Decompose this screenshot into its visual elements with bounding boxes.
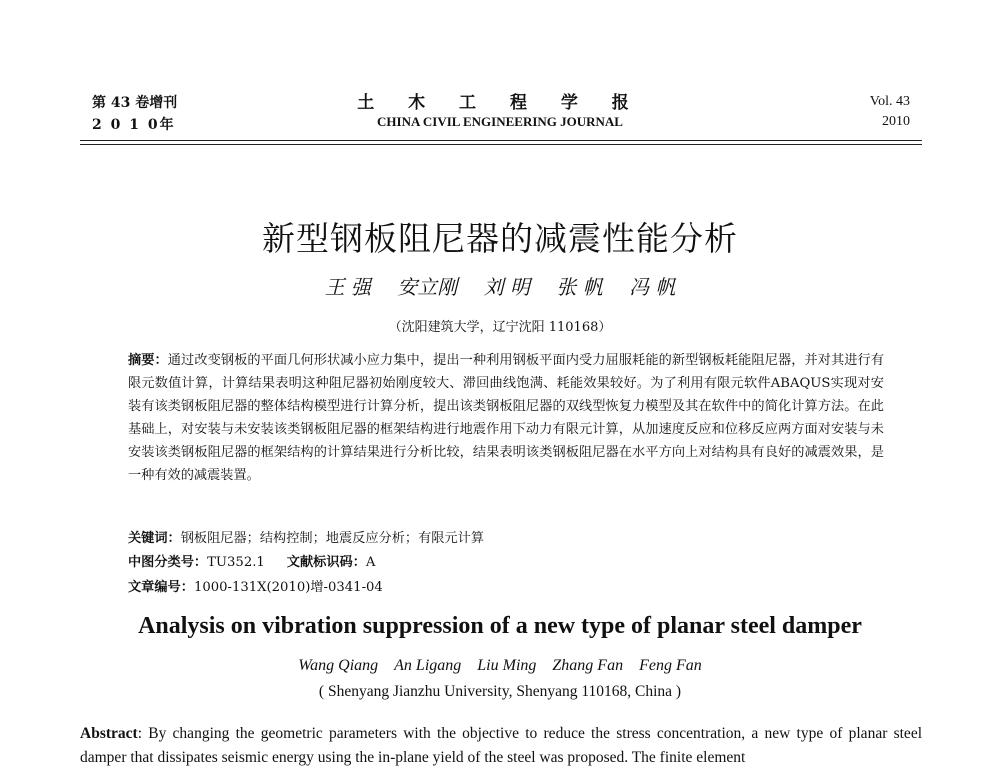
journal-title-en: CHINA CIVIL ENGINEERING JOURNAL	[377, 114, 623, 129]
author-cn: 冯 帆	[629, 275, 676, 299]
header-rule-thin	[80, 144, 922, 145]
paper-title-en: Analysis on vibration suppression of a new type of planar steel damper	[138, 613, 862, 639]
author-cn: 刘 明	[483, 275, 530, 299]
author-cn: 安立刚	[397, 275, 458, 299]
author-cn: 王 强	[324, 275, 371, 299]
author-en: Zhang Fan	[552, 657, 624, 674]
abstract-cn-text: 通过改变钢板的平面几何形状减小应力集中，提出一种利用钢板平面内受力屈服耗能的新型钢板耗能阻尼器，并对其进行有限元数值计算，计算结果表明这种阻尼器初始刚度较大、滞回曲线饱满、耗能效果较好。为了利用有限元软件ABAQUS实现对安装有该类钢板阻尼器的整体结构模型进行计算分析，提出该类钢板阻尼器的双线型恢复力模型及其在软件中的简化计算方法。在此基础上，对安装与未安装该类钢板阻尼器的框架结构进行地震作用下动力有限元计算，从加速度反应和位移反应两方面对安装与未安装该类钢板阻尼器的框架结构的计算结果进行分析比较，结果表明该类钢板阻尼器在水平方向上对结构具有良好的减震效果，是一种有效的减震装置。	[128, 353, 884, 483]
article-no-value: 1000-131X(2010)增-0341-04	[193, 580, 383, 595]
journal-title-cn: 土 木 工 程 学 报	[357, 93, 643, 113]
abstract-en	[80, 722, 922, 770]
keywords-label: 关键词：	[128, 531, 181, 546]
author-en: Wang Qiang	[298, 657, 379, 674]
abstract-cn-label: 摘要：	[128, 353, 168, 368]
doc-code-value: A	[365, 555, 376, 570]
keywords-cn	[128, 527, 884, 546]
classification-line	[128, 551, 884, 570]
year-label: 2 0 1 0年	[92, 117, 176, 133]
affiliation-en: ( Shenyang Jianzhu University, Shenyang 110168, China )	[318, 683, 682, 700]
author-en: Liu Ming	[477, 657, 537, 674]
affiliation-cn: （沈阳建筑大学，辽宁沈阳 110168）	[388, 320, 612, 335]
abstract-en-label: Abstract	[80, 725, 138, 742]
author-en: An Ligang	[394, 657, 462, 674]
paper-title-cn: 新型钢板阻尼器的减震性能分析	[262, 219, 738, 258]
year-en: 2010	[882, 114, 910, 129]
author-list-cn	[0, 271, 1000, 300]
author-list-en	[0, 657, 1000, 675]
article-no-label: 文章编号：	[128, 580, 194, 595]
clc-label: 中图分类号：	[128, 555, 208, 570]
header-rule-thick	[80, 140, 922, 141]
abstract-en-text: : By changing the geometric parameters with the objective to reduce the stress concentration, a new type of planar steel damper that dissipates seismic energy using the in-plane yield of the steel was proposed. The finite element	[80, 725, 922, 766]
clc-value: TU352.1	[207, 555, 265, 570]
author-cn: 张 帆	[556, 275, 603, 299]
volume-en: Vol. 43	[869, 94, 910, 109]
keywords-text: 钢板阻尼器；结构控制；地震反应分析；有限元计算	[180, 531, 485, 546]
abstract-cn	[128, 349, 884, 487]
article-number-line	[128, 576, 884, 595]
author-en: Feng Fan	[639, 657, 702, 674]
volume-label: 第 43 卷增刊	[92, 95, 178, 111]
doc-code-label: 文献标识码：	[286, 555, 366, 570]
